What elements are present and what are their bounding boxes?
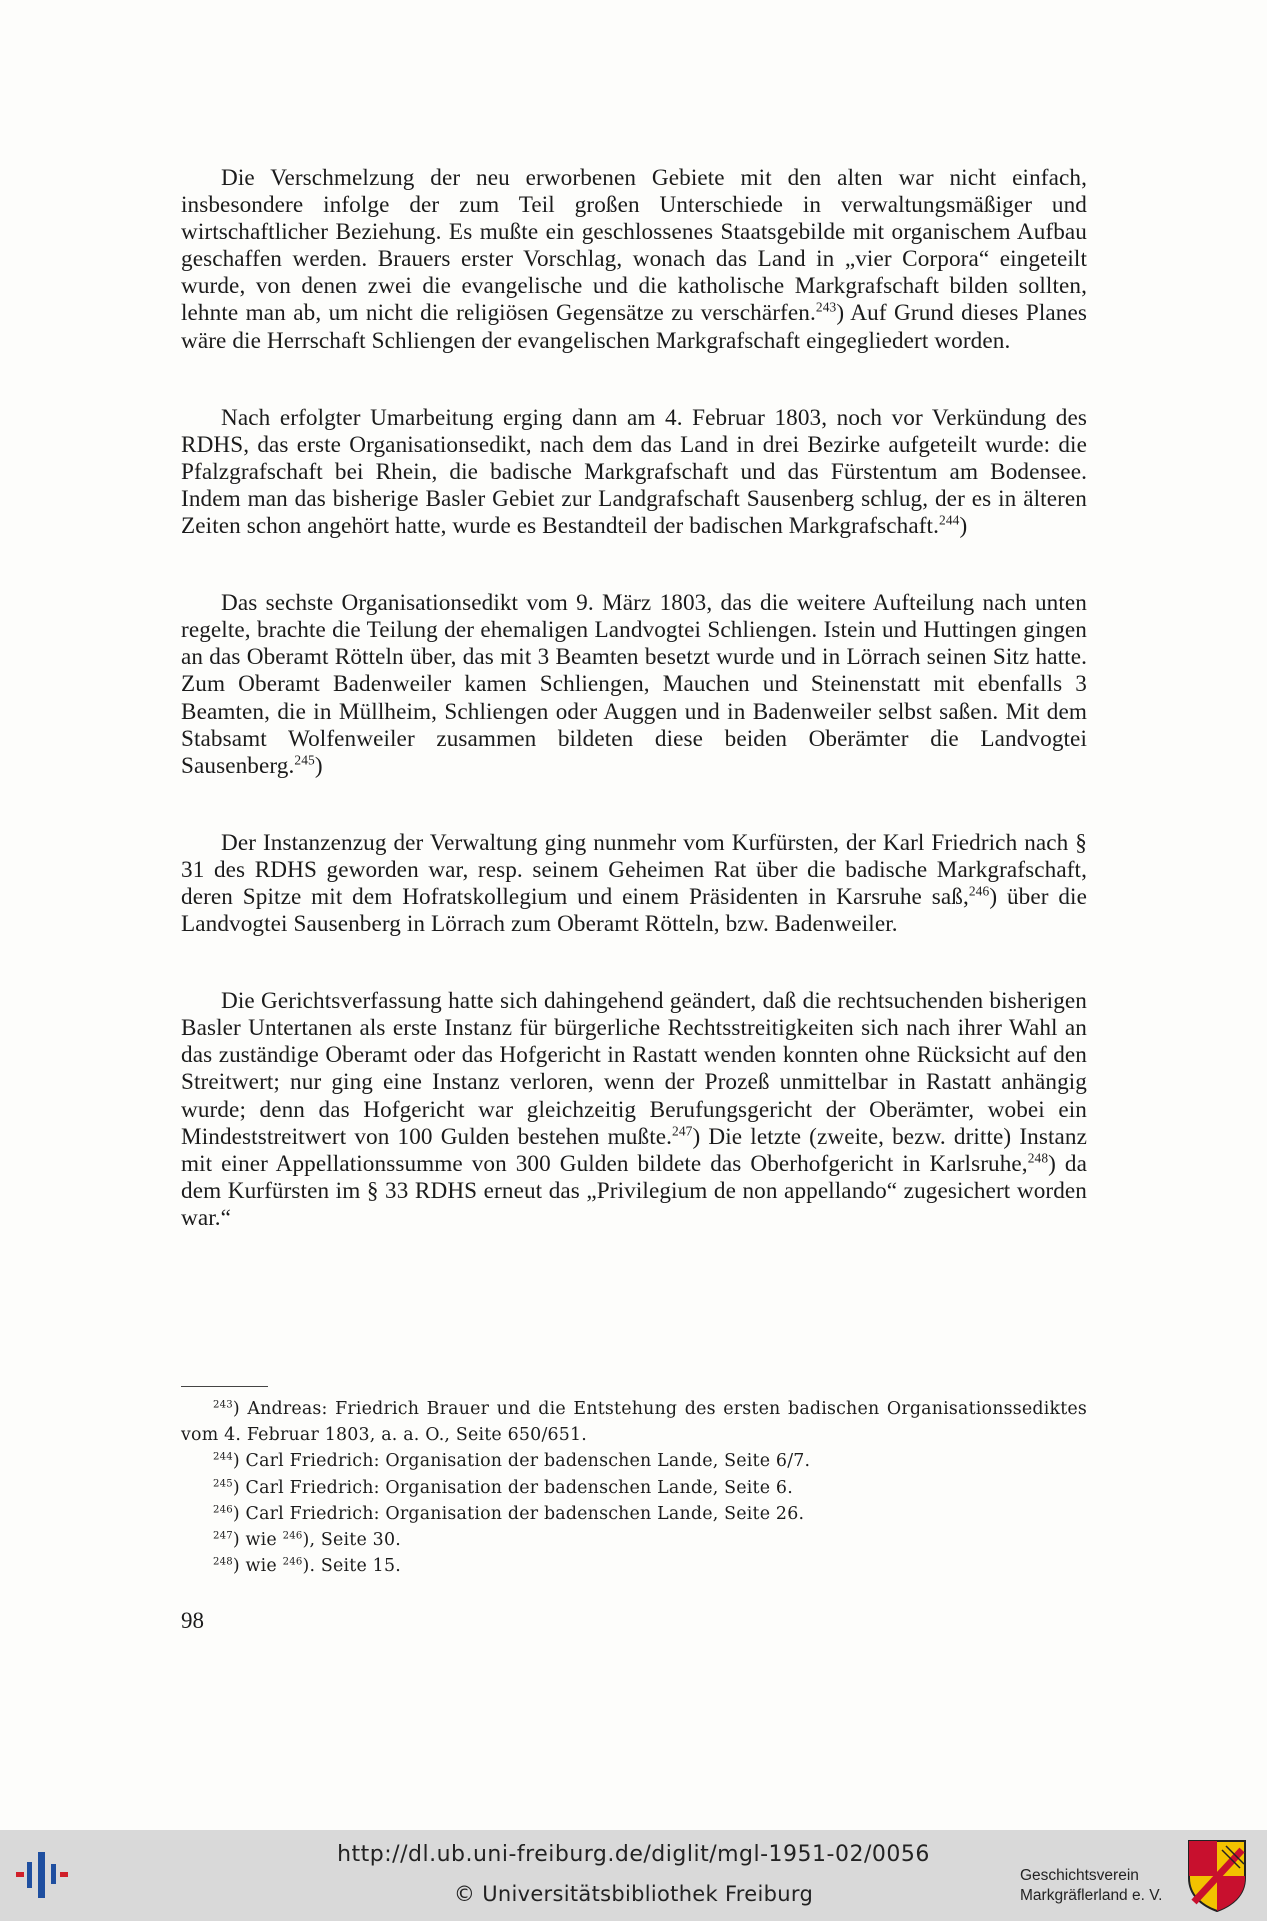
footnote-ref: 246 [213,1504,233,1516]
text-run: ) über die Landvogtei Sausenberg in Lörrach zum Oberamt Rötteln, bzw. Badenweiler. [181,883,1087,938]
footnote [181,1396,1087,1448]
footnote [181,1475,1087,1501]
text-run: Das sechste Organisationsedikt vom 9. März 1803, das die weitere Aufteilung nach unten regelte, brachte die Teilung der ehemaligen Landvogtei Schliengen. Istein und Huttingen gingen an das Oberamt Rötteln über, das mit 3 Beamten besetzt wurde und in Lörrach seinen Sitz hatte. Zum Oberamt Badenweiler kamen Schliengen, Mauchen und Steinenstatt mit ebenfalls 3 Beamten, die in Müllheim, Schliengen oder Auggen und in Badenweiler selbst saßen. Mit dem Stabsamt Wolfenweiler zusammen bildeten diese beiden Oberämter die Landvogtei Sausenberg. [181,590,1087,779]
text-run: Die Gerichtsverfassung hatte sich dahingehend geändert, daß die rechtsuchenden bisherigen Basler Untertanen als erste Instanz für bürgerliche Rechtsstreitigkeiten sich nach ihrer Wahl an das zuständige Oberamt oder das Hofgericht in Rastatt wenden konnten ohne Rücksicht auf den Streitwert; nur ging eine Instanz verloren, wenn der Prozeß unmittelbar in Rastatt anhängig wurde; denn das Hofgericht war gleichzeitig Berufungsgericht der Oberämter, wobei ein Mindeststreitwert von 100 Gulden bestehen mußte. [181,988,1087,1150]
footnote-ref: 244 [213,1451,233,1463]
text-run: ) wie [232,1530,283,1551]
footnote-ref: 247 [213,1530,233,1542]
page-number: 98 [181,1608,204,1633]
text-run: ) Carl Friedrich: Organisation der badenschen Lande, Seite 6. [232,1477,793,1498]
footnote-ref: 243 [213,1399,233,1411]
footer-bar [0,1830,1267,1921]
text-run: ) Carl Friedrich: Organisation der badenschen Lande, Seite 26. [232,1503,805,1524]
paragraph [181,830,1087,938]
text-run: ) Andreas: Friedrich Brauer und die Entstehung des ersten badischen Organisationssediktes vom 4. Februar 1803, a. a. O., Seite 650/651. [181,1399,1087,1446]
footnote [181,1527,1087,1553]
footnote [181,1553,1087,1579]
text-run: ) Die letzte (zweite, bezw. dritte) Instanz mit einer Appellationssumme von 300 Gulden bildete das Oberhofgericht in Karlsruhe, [181,1123,1087,1177]
society-line-1: Geschichtsverein [1020,1867,1139,1884]
text-run: ). Seite 15. [302,1556,401,1577]
footer-url[interactable]: http://dl.ub.uni-freiburg.de/diglit/mgl-1951-02/0056 [337,1842,930,1867]
paragraph [181,988,1087,1232]
footnote-divider [181,1386,268,1387]
text-run: ), Seite 30. [302,1530,401,1551]
paragraph [181,405,1087,540]
footnote-ref: 248 [1027,1149,1049,1165]
paragraph [181,165,1087,355]
footnote-ref: 245 [213,1478,233,1490]
footer-copyright: © Universitätsbibliothek Freiburg [453,1882,814,1906]
text-run: Nach erfolgter Umarbeitung erging dann am 4. Februar 1803, noch vor Verkündung des RDHS, das erste Organisationsedikt, nach dem das Land in drei Bezirke aufgeteilt wurde: die Pfalzgrafschaft bei Rhein, die badische Markgrafschaft und das Fürstentum am Bodensee. Indem man das bisherige Basler Gebiet zur Landgrafschaft Sausenberg schlug, der es in älteren Zeiten schon angehört hatte, wurde es Bestandteil der badischen Markgrafschaft. [181,404,1087,540]
text-run: Die Verschmelzung der neu erworbenen Gebiete mit den alten war nicht einfach, insbesondere infolge der zum Teil großen Unterschiede in verwaltungsmäßiger und wirtschaftlicher Beziehung. Es mußte ein geschlossenes Staatsgebilde mit organischem Aufbau geschaffen werden. Brauers erster Vorschlag, wonach das Land in „vier Corpora“ eingeteilt wurde, von denen zwei die evangelische und die katholische Markgrafschaft bilden sollten, lehnte man ab, um nicht die religiösen Gegensätze zu verschärfen. [181,165,1087,327]
footnote-ref: 244 [939,512,960,528]
text-run: Der Instanzenzug der Verwaltung ging nunmehr vom Kurfürsten, der Karl Friedrich nach § 31 des RDHS geworden war, resp. seinem Geheimen Rat über die badische Markgrafschaft, deren Spitze mit dem Hofratskollegium und einem Präsidenten in Karsruhe saß, [181,829,1087,910]
footnote-ref: 246 [968,883,990,899]
text-run: ) [959,513,968,540]
footnote-ref: 245 [294,751,315,767]
footnote [181,1501,1087,1527]
text-run: ) wie [232,1556,283,1577]
footnote-ref: 248 [213,1556,233,1568]
society-line-2: Markgräflerland e. V. [1020,1887,1163,1904]
text-run: ) [314,752,323,779]
footnote [181,1448,1087,1474]
footnotes [181,1396,1087,1579]
footnote-ref: 243 [815,299,837,315]
footnote-ref: 246 [282,1530,303,1542]
society-name [1020,1866,1180,1906]
coat-of-arms-icon [1186,1838,1248,1914]
body-text [181,165,1087,1282]
text-run: ) Auf Grund dieses Planes wäre die Herrschaft Schliengen der evangelischen Markgrafschaft eingegliedert worden. [181,300,1087,354]
text-run: ) da dem Kurfürsten im § 33 RDHS erneut das „Privilegium de non appellando“ zugesichert worden war.“ [181,1150,1088,1231]
text-run: ) Carl Friedrich: Organisation der badenschen Lande, Seite 6/7. [232,1451,811,1472]
paragraph [181,590,1087,780]
footnote-ref: 246 [282,1556,303,1568]
footnote-ref: 247 [672,1122,693,1138]
